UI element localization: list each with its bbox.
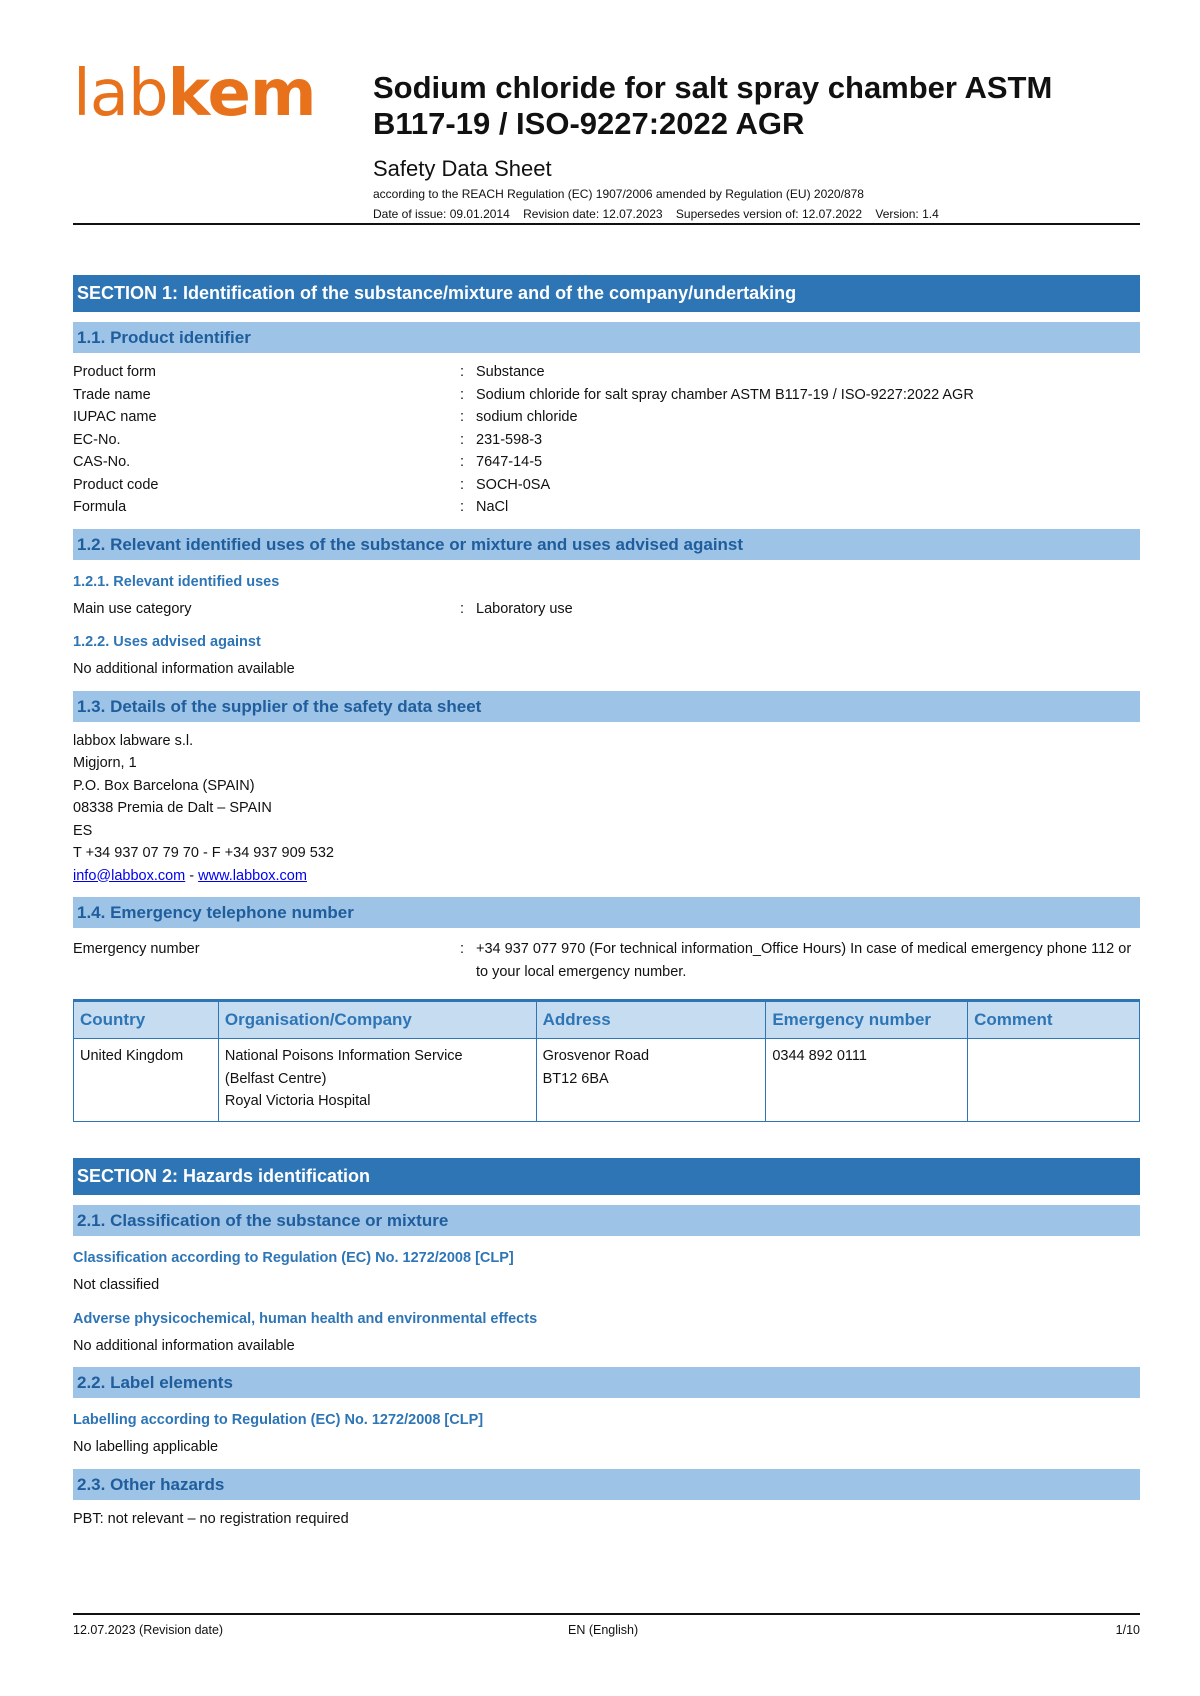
website-link[interactable]: www.labbox.com	[198, 867, 307, 884]
supplier-details	[73, 730, 1140, 888]
supersedes-version: Supersedes version of: 12.07.2022	[675, 207, 863, 221]
document-subtitle: Safety Data Sheet	[373, 156, 552, 181]
cell-address: Grosvenor Road BT12 6BA	[536, 1039, 766, 1122]
page-footer	[73, 1613, 1140, 1645]
kv-ec-no: EC-No. : 231-598-3	[73, 431, 543, 448]
column-header-country: Country	[74, 1001, 219, 1039]
supplier-line: Migjorn, 1	[73, 755, 137, 771]
supplier-line: labbox labware s.l.	[73, 732, 194, 749]
column-header-organisation: Organisation/Company	[218, 1001, 536, 1039]
version: Version: 1.4	[875, 207, 939, 221]
section-1-heading: SECTION 1: Identification of the substance/mixture and of the company/undertaking	[73, 275, 1140, 312]
cell-comment	[968, 1039, 1140, 1122]
supplier-line: ES	[73, 822, 93, 839]
table-header-row	[74, 1001, 1140, 1039]
footer-page-number: 1/10	[1115, 1623, 1140, 1637]
kv-iupac-name: IUPAC name : sodium chloride	[73, 409, 578, 425]
supplier-line: P.O. Box Barcelona (SPAIN)	[73, 777, 255, 794]
document-title: Sodium chloride for salt spray chamber ASTM B117-19 / ISO-9227:2022 AGR	[373, 70, 1053, 141]
subsection-2-3-heading: 2.3. Other hazards	[73, 1469, 1140, 1500]
footer-language: EN (English)	[568, 1623, 639, 1637]
subsection-1-2-2-heading: 1.2.2. Uses advised against	[73, 634, 261, 650]
clp-classification-heading: Classification according to Regulation (EC) No. 1272/2008 [CLP]	[73, 1250, 514, 1266]
labelling-text: No labelling applicable	[73, 1439, 219, 1455]
product-identifier-list	[73, 361, 1140, 519]
regulation-text: according to the REACH Regulation (EC) 1907/2006 amended by Regulation (EU) 2020/878	[373, 187, 864, 201]
header-divider	[73, 223, 1140, 225]
subsection-1-2-1-heading: 1.2.1. Relevant identified uses	[73, 573, 280, 590]
uses-advised-against-text: No additional information available	[73, 661, 295, 677]
adverse-effects-text: No additional information available	[73, 1337, 295, 1354]
subsection-1-3-heading: 1.3. Details of the supplier of the safety data sheet	[73, 691, 1140, 722]
kv-product-form: Product form : Substance	[73, 364, 545, 380]
subsection-1-1-heading: 1.1. Product identifier	[73, 322, 1140, 353]
kv-cas-no: CAS-No. : 7647-14-5	[73, 454, 543, 470]
cell-organisation: National Poisons Information Service (Belfast Centre) Royal Victoria Hospital	[218, 1039, 536, 1122]
clp-classification-text: Not classified	[73, 1277, 160, 1293]
supplier-phone: T +34 937 07 79 70 - F +34 937 909 532	[73, 845, 334, 861]
cell-emergency-number: 0344 892 0111	[766, 1039, 968, 1122]
title-block	[373, 70, 1143, 222]
column-header-address: Address	[536, 1001, 766, 1039]
table-row	[74, 1039, 1140, 1122]
document-dates	[373, 206, 1143, 222]
subsection-2-1-heading: 2.1. Classification of the substance or mixture	[73, 1205, 1140, 1236]
footer-revision-date: 12.07.2023 (Revision date)	[73, 1623, 224, 1637]
document-header	[73, 0, 1140, 228]
kv-main-use-category: Main use category : Laboratory use	[73, 600, 573, 617]
issue-date: Date of issue: 09.01.2014	[373, 207, 510, 221]
labkem-logo: labkem	[73, 57, 316, 131]
other-hazards-text: PBT: not relevant – no registration required	[73, 1510, 349, 1527]
kv-emergency-number: Emergency number : +34 937 077 970 (For technical information_Office Hours) In case of medical emergency phone 112 or to your local emergency number.	[73, 941, 1132, 980]
kv-trade-name: Trade name : Sodium chloride for salt spray chamber ASTM B117-19 / ISO-9227:2022 AGR	[73, 386, 974, 403]
supplier-line: 08338 Premia de Dalt – SPAIN	[73, 800, 272, 816]
adverse-effects-heading: Adverse physicochemical, human health and environmental effects	[73, 1310, 538, 1327]
labelling-heading: Labelling according to Regulation (EC) No. 1272/2008 [CLP]	[73, 1412, 484, 1428]
email-link[interactable]: info@labbox.com	[73, 867, 186, 884]
kv-product-code: Product code : SOCH-0SA	[73, 476, 551, 493]
emergency-contacts-table	[73, 999, 1140, 1122]
column-header-comment: Comment	[968, 1001, 1140, 1039]
supplier-contact-links: info@labbox.com - www.labbox.com	[73, 867, 307, 884]
column-header-emergency-number: Emergency number	[766, 1001, 968, 1039]
kv-formula: Formula : NaCl	[73, 499, 509, 515]
subsection-1-2-heading: 1.2. Relevant identified uses of the substance or mixture and uses advised against	[73, 529, 1140, 560]
cell-country: United Kingdom	[74, 1039, 219, 1122]
sds-page	[73, 0, 1140, 1530]
subsection-1-4-heading: 1.4. Emergency telephone number	[73, 897, 1140, 928]
revision-date: Revision date: 12.07.2023	[523, 207, 663, 221]
subsection-2-2-heading: 2.2. Label elements	[73, 1367, 1140, 1398]
section-2-heading: SECTION 2: Hazards identification	[73, 1158, 1140, 1195]
